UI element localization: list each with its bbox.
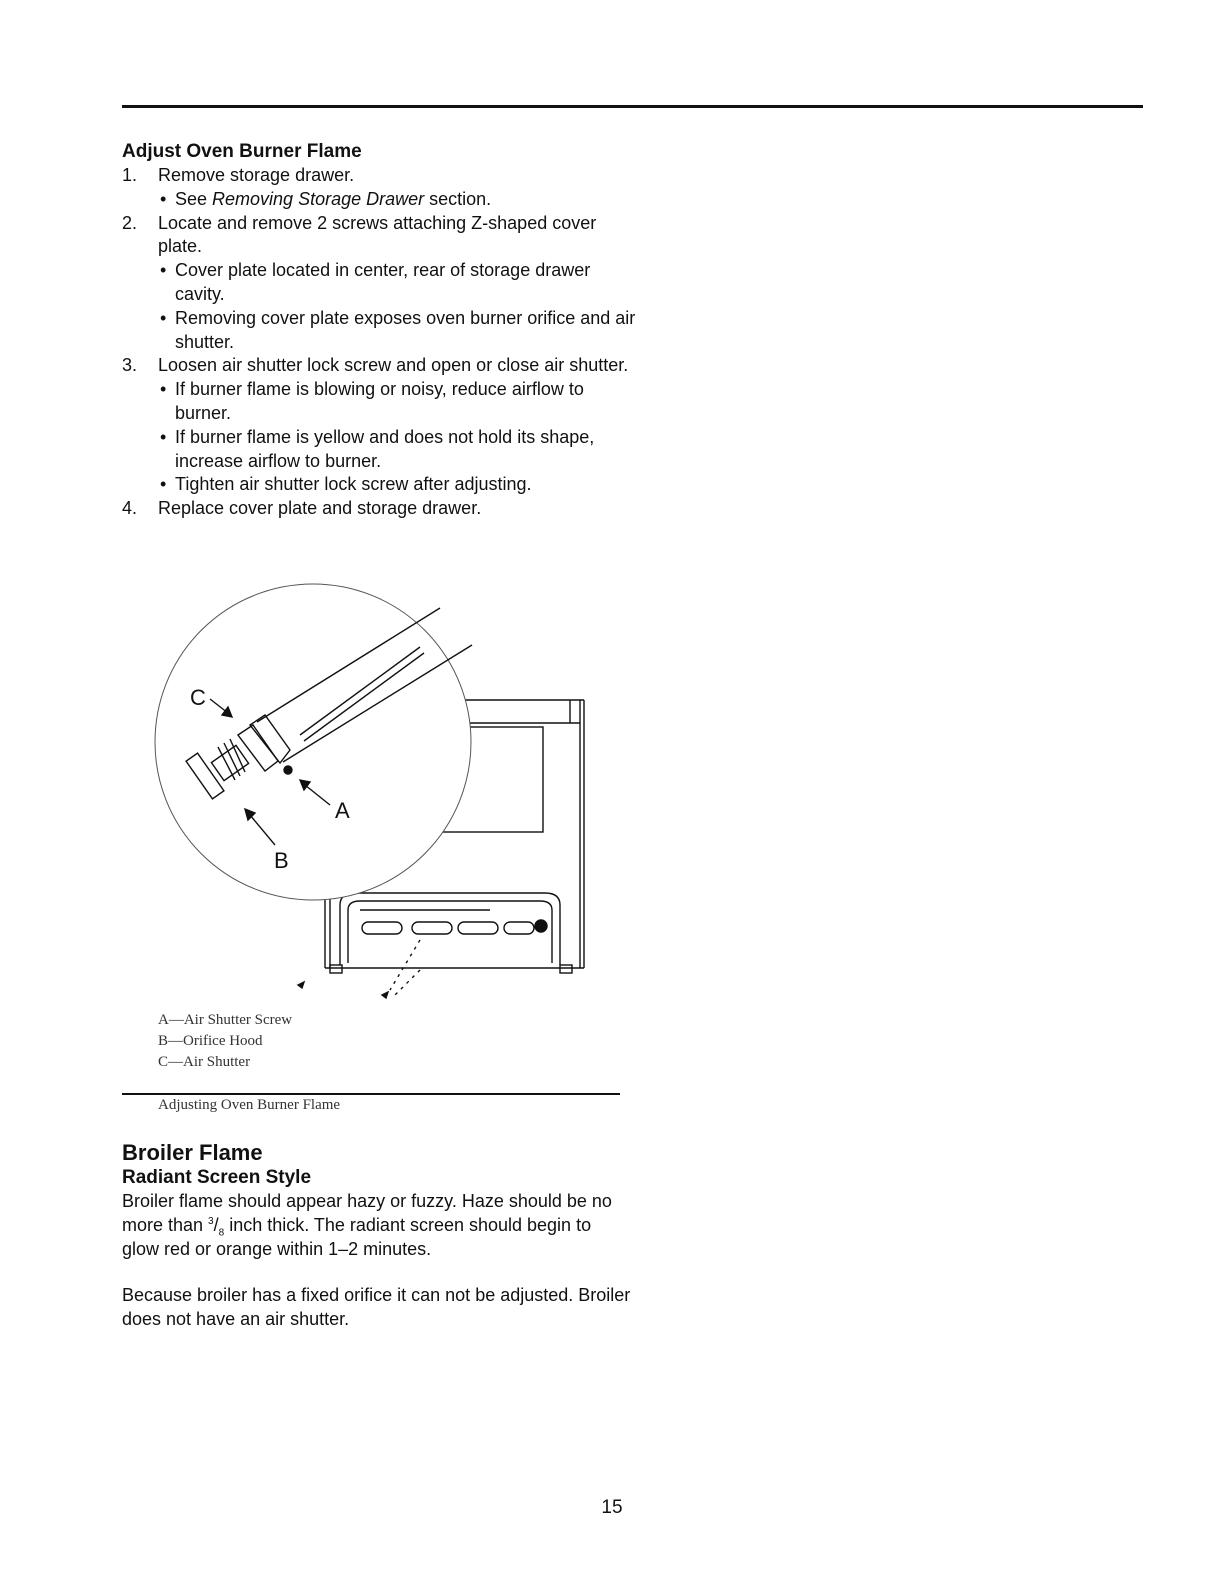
magnifier-circle (155, 584, 471, 900)
figure-title: Adjusting Oven Burner Flame (158, 1097, 341, 1113)
step-item (122, 354, 642, 497)
bullet-item: • If burner flame is blowing or noisy, reduce airflow to burner. (158, 378, 642, 426)
paragraph: Because broiler has a fixed orifice it can not be adjusted. Broiler does not have an air shutter. (122, 1285, 631, 1330)
legend-item-a: A—Air Shutter Screw (158, 1012, 293, 1028)
step-number: 4. (122, 498, 138, 519)
paragraph-text: inch thick. The radiant screen should begin to glow red or orange within 1–2 minutes. (122, 1214, 592, 1259)
bullet-list (158, 378, 642, 497)
bullet-text-pre: See (175, 188, 213, 209)
step-number: 2. (122, 212, 138, 233)
callout-c-label: C (190, 685, 206, 710)
bullet-item (158, 188, 642, 212)
section-heading: Broiler Flame (122, 1140, 263, 1165)
fraction-numerator: 3 (208, 1215, 214, 1227)
paragraph: Broiler flame should appear hazy or fuzzy. Haze should be no more than $^3/_8$ inch thick. The radiant screen should begin to glow red or orange within 1–2 minutes. (122, 1191, 612, 1259)
callout-b-label: B (274, 848, 289, 873)
legend-item-c: C—Air Shutter (158, 1054, 251, 1070)
bullet-list (158, 188, 642, 212)
oven-burner-diagram (150, 575, 600, 1005)
steps-list (122, 164, 642, 521)
fraction-denominator: 8 (218, 1227, 225, 1239)
cross-reference: Removing Storage Drawer (212, 188, 425, 209)
step-text: Replace cover plate and storage drawer. (158, 498, 482, 519)
broiler-flame-section (122, 1140, 632, 1332)
subheading: Radiant Screen Style (122, 1167, 312, 1188)
step-number: 1. (122, 165, 138, 185)
step-text: Remove storage drawer. (158, 165, 355, 185)
callout-a-label: A (335, 798, 350, 823)
top-rule (122, 105, 1143, 108)
figure-legend (158, 1010, 292, 1073)
step-number: 3. (122, 355, 138, 376)
bullet-item: • Removing cover plate exposes oven burner orifice and air shutter. (158, 307, 642, 355)
step-item (122, 212, 642, 355)
page-number: 15 (601, 1497, 623, 1518)
step-text: Locate and remove 2 screws attaching Z-shaped cover plate. (158, 212, 597, 257)
paragraph-text: Broiler flame should appear hazy or fuzzy. Haze should be no more than (122, 1191, 612, 1235)
step-text: Loosen air shutter lock screw and open or close air shutter. (158, 355, 629, 376)
step-item (122, 164, 642, 212)
bullet-item: • Tighten air shutter lock screw after adjusting. (158, 473, 642, 497)
bullet-item: • Cover plate located in center, rear of storage drawer cavity. (158, 259, 642, 307)
figure-rule (122, 1093, 620, 1095)
step-item (122, 497, 642, 521)
section-heading: Adjust Oven Burner Flame (122, 141, 362, 162)
bullet-item: • If burner flame is yellow and does not hold its shape, increase airflow to burner. (158, 426, 642, 474)
bullet-text-post: section. (424, 188, 492, 209)
adjust-oven-section (122, 140, 642, 521)
bullet-list (158, 259, 642, 354)
legend-item-b: B—Orifice Hood (158, 1033, 263, 1049)
